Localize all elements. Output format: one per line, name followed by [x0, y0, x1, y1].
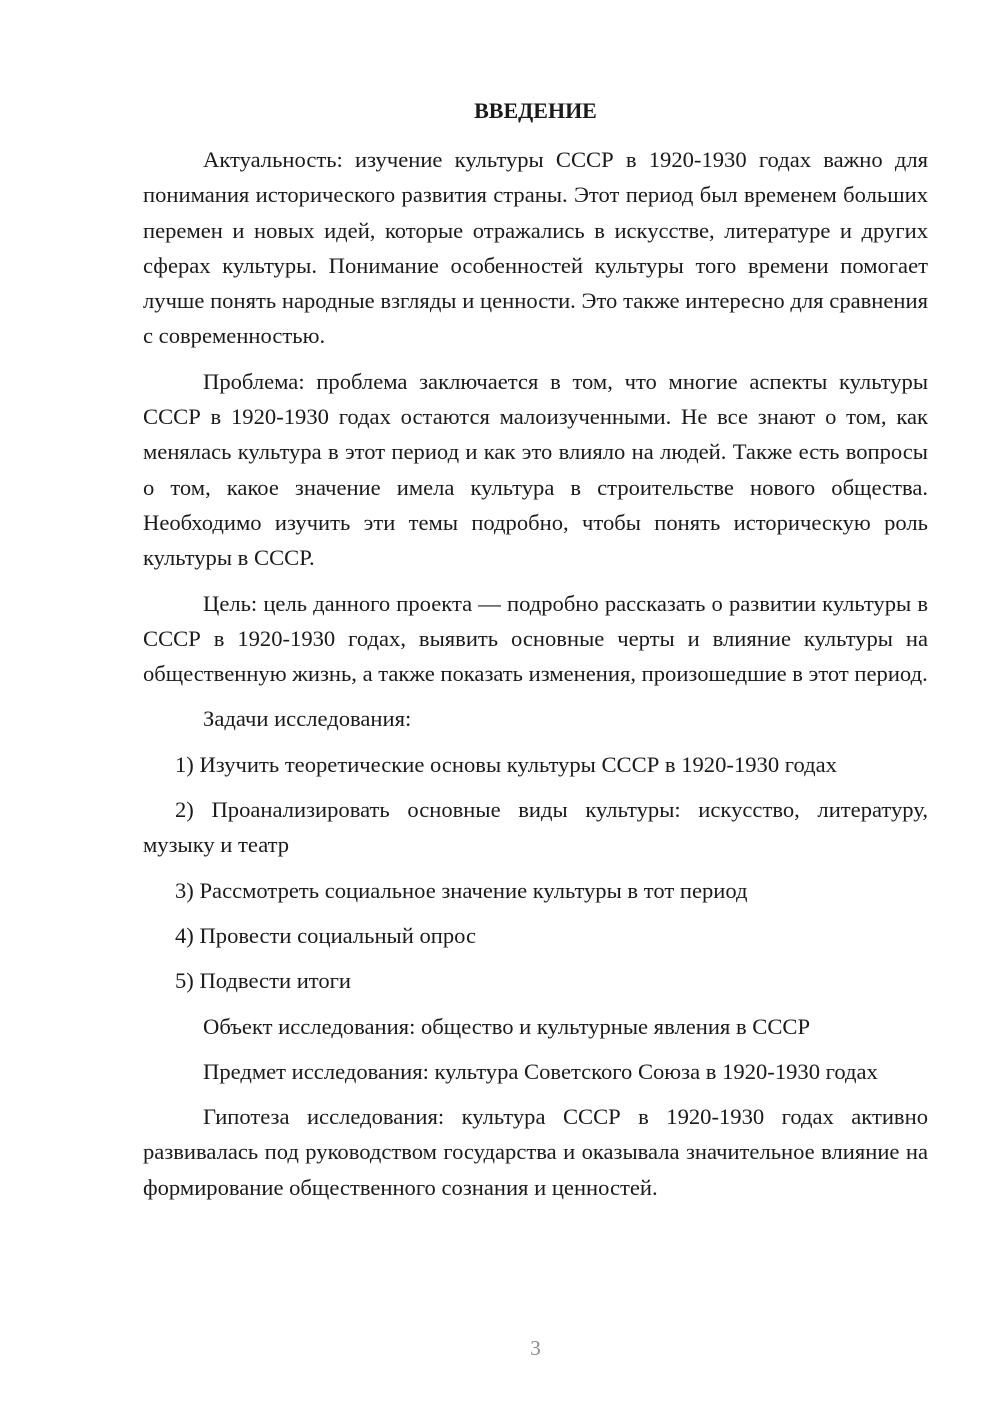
- research-subject: Предмет исследования: культура Советского Союза в 1920-1930 годах: [203, 1058, 878, 1084]
- task-item-5: 5) Подвести итоги: [175, 968, 352, 994]
- task-item-1: 1) Изучить теоретические основы культуры СССР в 1920-1930 годах: [175, 751, 837, 777]
- task-item-2: 2) Проанализировать основные виды культуры: искусство, литературу, музыку и театр: [143, 797, 928, 858]
- research-object: Объект исследования: общество и культурные явления в СССР: [203, 1013, 811, 1039]
- page-number: 3: [530, 1336, 541, 1360]
- document-page: [143, 0, 928, 1414]
- task-item-3: 3) Рассмотреть социальное значение культуры в тот период: [175, 877, 748, 903]
- tasks-heading: Задачи исследования:: [203, 706, 412, 732]
- research-hypothesis: Гипотеза исследования: культура СССР в 1920-1930 годах активно развивалась под руководством государства и оказывала значительное влияние на формирование общественного сознания и ценностей.: [143, 1104, 928, 1200]
- document-body: [143, 142, 928, 1215]
- goal-paragraph: Цель: цель данного проекта — подробно рассказать о развитии культуры в СССР в 1920-1930 годах, выявить основные черты и влияние культуры на общественную жизнь, а также показать изменения, произошедшие в этот период.: [143, 590, 928, 687]
- task-item-4: 4) Провести социальный опрос: [175, 922, 477, 948]
- relevance-paragraph: Актуальность: изучение культуры СССР в 1920-1930 годах важно для понимания исторического развития страны. Этот период был временем больших перемен и новых идей, которые отражались в искусстве, литературе и других сферах культуры. Понимание особенностей культуры того времени помогает лучше понять народные взгляды и ценности. Это также интересно для сравнения с современностью.: [143, 147, 928, 349]
- problem-paragraph: Проблема: проблема заключается в том, что многие аспекты культуры СССР в 1920-1930 годах остаются малоизученными. Не все знают о том, как менялась культура в этот период и как это влияло на людей. Также есть вопросы о том, какое значение имела культура в строительстве нового общества. Необходимо изучить эти темы подробно, чтобы понять историческую роль культуры в СССР.: [143, 368, 928, 571]
- section-heading: ВВЕДЕНИЕ: [474, 98, 597, 123]
